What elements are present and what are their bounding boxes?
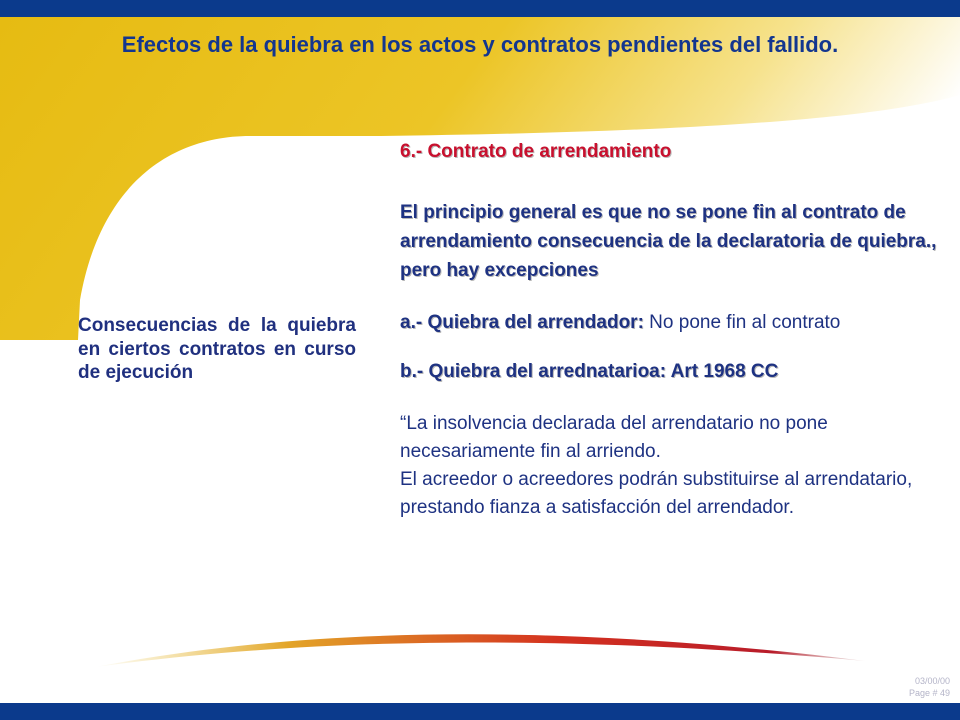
section-heading: 6.- Contrato de arrendamiento <box>400 141 672 162</box>
red-swoosh <box>95 634 865 667</box>
footer-page-number: Page # 49 <box>908 688 950 698</box>
footer-date: 03/00/00 <box>914 676 950 686</box>
item-a-text: No pone fin al contrato <box>643 312 841 333</box>
quote-line-2: El acreedor o acreedores podrán substituirse al arrendatario, prestando fianza a satisfacción del arrendador. <box>400 469 913 518</box>
quote-block <box>400 410 945 522</box>
left-caption: Consecuencias de la quiebra en ciertos contratos en curso de ejecución <box>78 315 356 383</box>
principle-paragraph: El principio general es que no se pone fin al contrato de arrendamiento consecuencia de la declaratoria de quiebra., pero hay excepciones <box>400 202 937 281</box>
item-a <box>400 309 945 337</box>
item-a-label: a.- Quiebra del arrendador: <box>400 312 644 333</box>
content-block <box>400 140 945 522</box>
item-b-text: Art 1968 CC <box>666 361 779 382</box>
bottom-band <box>0 703 960 720</box>
quote-line-1: “La insolvencia declarada del arrendatario no pone necesariamente fin al arriendo. <box>400 413 828 462</box>
item-b-label: b.- Quiebra del arrednatarioa: <box>400 361 667 382</box>
slide-title: Efectos de la quiebra en los actos y contratos pendientes del fallido. <box>121 32 839 57</box>
page-footer <box>909 675 950 699</box>
item-b <box>400 358 945 386</box>
